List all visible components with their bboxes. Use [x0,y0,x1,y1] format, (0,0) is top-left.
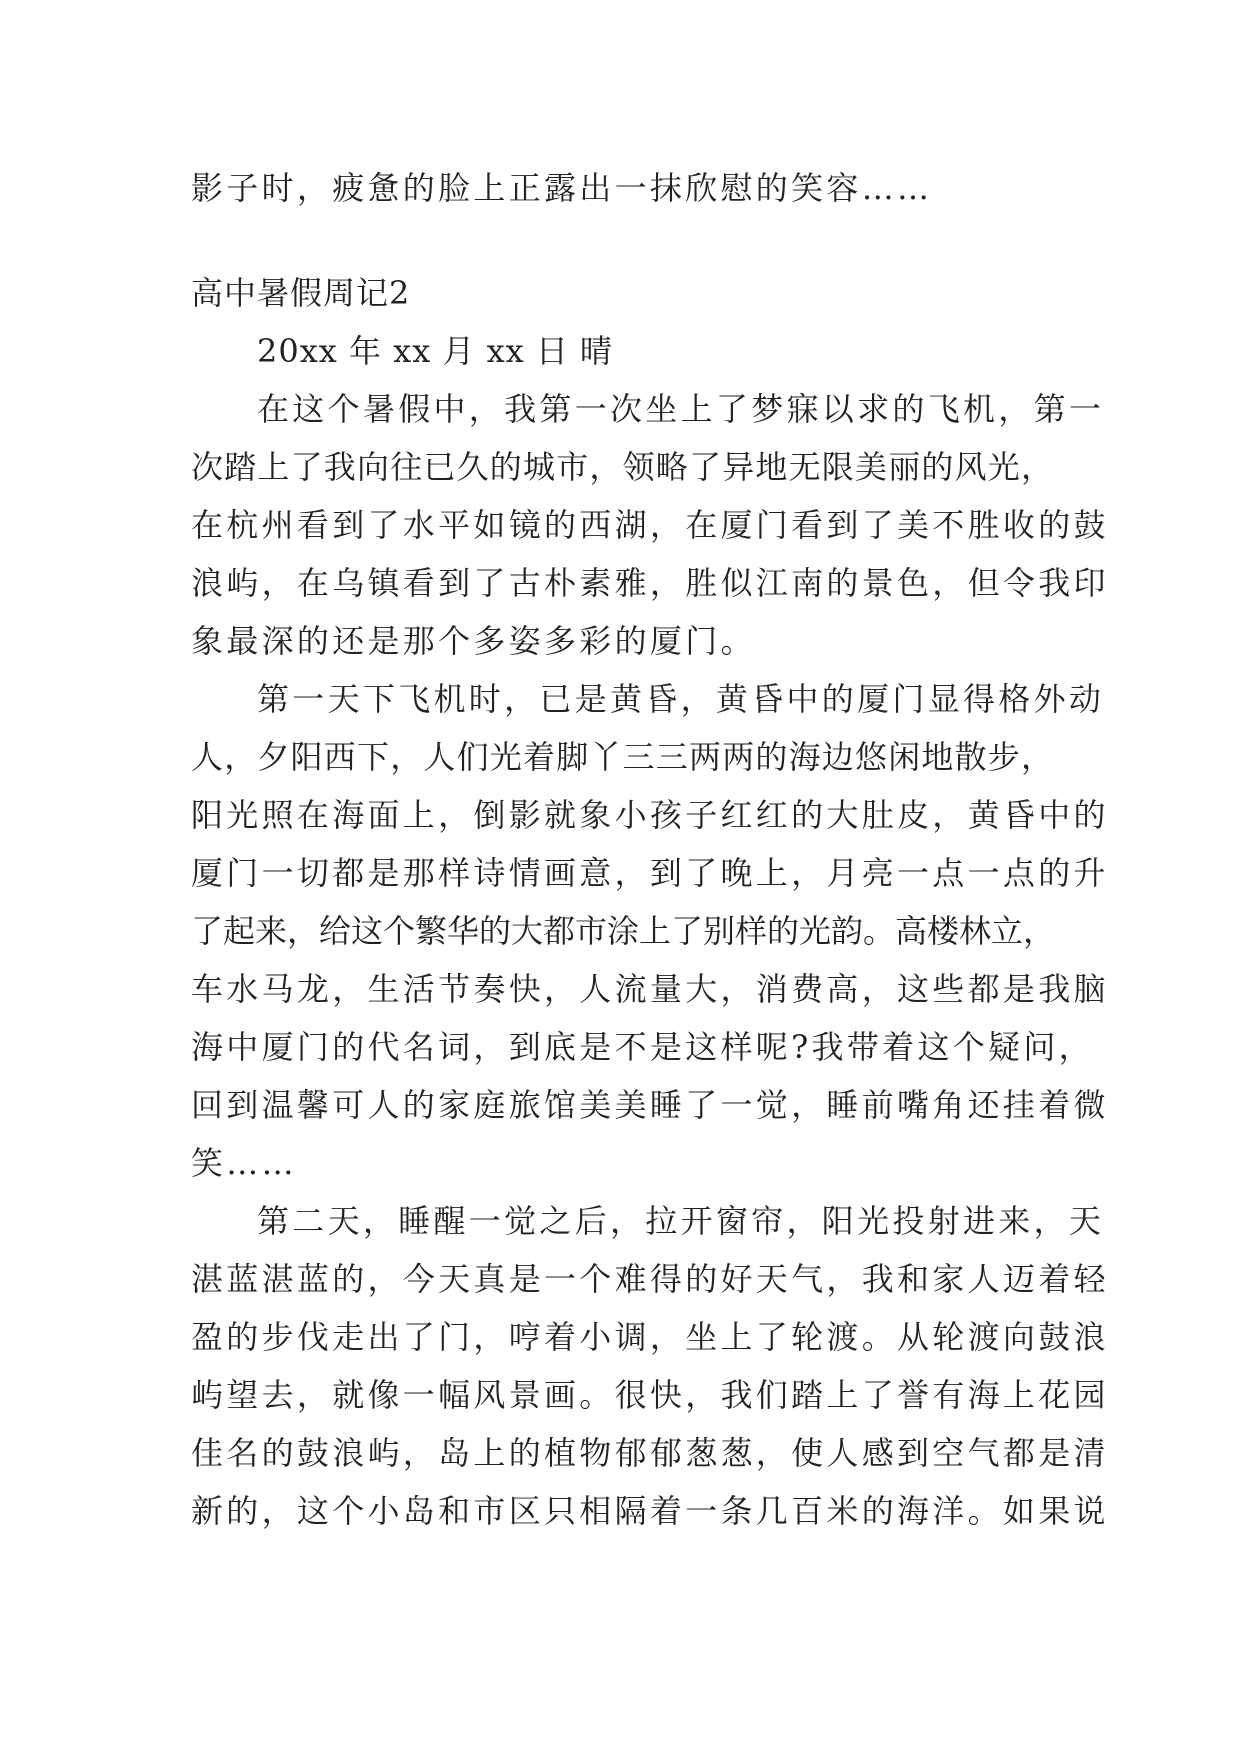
text-line: 盈的步伐走出了门，哼着小调，坐上了轮渡。从轮渡向鼓浪 [191,1318,1109,1356]
text-line: 人，夕阳西下，人们光着脚丫三三两两的海边悠闲地散步， [191,738,1053,776]
text-line: 象最深的还是那个多姿多彩的厦门。 [191,622,756,660]
text-line: 影子时，疲惫的脸上正露出一抹欣慰的笑容…… [191,169,933,207]
text-line: 车水马龙，生活节奏快，人流量大，消费高，这些都是我脑 [191,970,1109,1008]
text-line: 湛蓝湛蓝的，今天真是一个难得的好天气，我和家人迈着轻 [191,1260,1109,1298]
text-line: 海中厦门的代名词，到底是不是这样呢?我带着这个疑问， [191,1028,1094,1066]
text-line: 次踏上了我向往已久的城市，领略了异地无限美丽的风光， [191,448,1053,486]
text-line: 新的，这个小岛和市区只相隔着一条几百米的海洋。如果说 [191,1492,1109,1530]
text-line: 回到温馨可人的家庭旅馆美美睡了一觉，睡前嘴角还挂着微 [191,1086,1109,1124]
text-line: 在这个暑假中，我第一次坐上了梦寐以求的飞机，第一 [257,390,1105,428]
text-line: 第一天下飞机时，已是黄昏，黄昏中的厦门显得格外动 [257,680,1105,718]
text-line: 厦门一切都是那样诗情画意，到了晚上，月亮一点一点的升 [191,854,1109,892]
text-line: 阳光照在海面上，倒影就象小孩子红红的大肚皮，黄昏中的 [191,796,1109,834]
section-title: 高中暑假周记2 [191,274,411,312]
text-line: 屿望去，就像一幅风景画。很快，我们踏上了誉有海上花园 [191,1376,1109,1414]
text-line: 笑…… [191,1144,297,1182]
text-line: 在杭州看到了水平如镜的西湖，在厦门看到了美不胜收的鼓 [191,506,1109,544]
text-line: 浪屿，在乌镇看到了古朴素雅，胜似江南的景色，但令我印 [191,564,1109,602]
document-body [191,159,1109,1540]
text-line: 第二天，睡醒一觉之后，拉开窗帘，阳光投射进来，天 [257,1202,1105,1240]
text-line: 佳名的鼓浪屿，岛上的植物郁郁葱葱，使人感到空气都是清 [191,1434,1109,1472]
text-line: 了起来，给这个繁华的大都市涂上了别样的光韵。高楼林立， [191,912,1056,950]
diary-date: 20xx 年 xx 月 xx 日 晴 [257,332,614,370]
